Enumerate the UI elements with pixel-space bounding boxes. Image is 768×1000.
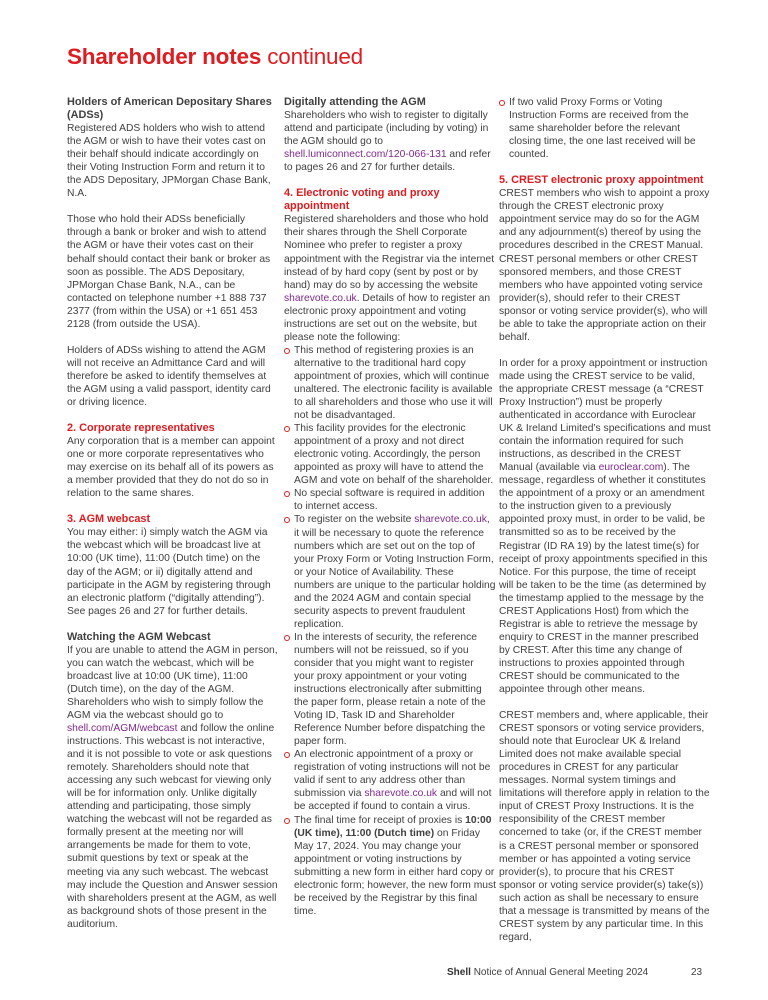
final-time-bold: 10:00 (UK time), 11:00 (Dutch time) bbox=[294, 814, 492, 839]
ads-heading: Holders of American Depositary Shares (ADSs) bbox=[67, 96, 272, 122]
digital-text-a: Shareholders who wish to register to digitally attend and participate (including by voting) in the AGM should go to bbox=[284, 110, 489, 148]
title-suffix: continued bbox=[267, 44, 363, 69]
digital-attendance-paragraph bbox=[284, 109, 496, 174]
title-main: Shareholder notes bbox=[67, 44, 262, 69]
footer bbox=[447, 967, 648, 978]
bullet7-text-a: The final time for receipt of proxies is bbox=[294, 814, 466, 826]
footer-brand: Shell bbox=[447, 967, 471, 978]
crest-heading: 5. CREST electronic proxy appointment bbox=[499, 174, 704, 187]
corporate-representatives-heading: 2. Corporate representatives bbox=[67, 422, 215, 435]
bullet4-text-b: , it will be necessary to quote the reference numbers which are set out on the top of your Proxy Form or Voting Instruction Form, or your Notice of Availability. These numbers are unique to the particular holding and the 2024 AGM and contain special security aspects to prevent fraudulent replication. bbox=[294, 514, 496, 630]
column-2 bbox=[284, 96, 496, 931]
bullet6-text-b: and will not be accepted if found to contain a virus. bbox=[294, 788, 492, 813]
corporate-representatives-paragraph: Any corporation that is a member can appoint one or more corporate representatives who may exercise on its behalf all of its powers as a member provided that they do not do so in relation to the same shares. bbox=[67, 436, 275, 500]
page-title bbox=[67, 44, 363, 70]
lumiconnect-link[interactable]: shell.lumiconnect.com/120-066-131 bbox=[284, 149, 447, 161]
webcast-link[interactable]: shell.com/AGM/webcast bbox=[67, 723, 178, 735]
digital-attendance-heading: Digitally attending the AGM bbox=[284, 96, 426, 108]
crest-paragraph-2 bbox=[499, 357, 711, 696]
list-item: No special software is required in addition to internet access. bbox=[284, 487, 496, 513]
agm-webcast-heading: 3. AGM webcast bbox=[67, 513, 151, 526]
footer-document-title: Notice of Annual General Meeting 2024 bbox=[473, 967, 649, 978]
crest-paragraph-1: CREST members who wish to appoint a proxy through the CREST electronic proxy appointment service may do so for the AGM and any adjournment(s) thereof by using the procedures described in the CREST Manual. CREST personal members or other CREST sponsored members, and those CREST members who have appointed voting service provider(s), should refer to their CREST sponsor or voting service provider(s), who will be able to take the appropriate action on their behalf. bbox=[499, 188, 710, 343]
list-item: This method of registering proxies is an alternative to the traditional hard copy appointment of proxies, which will continue unaltered. The electronic facility is available to all shareholders and those who use it will not be disadvantaged. bbox=[284, 344, 496, 422]
list-item: If two valid Proxy Forms or Voting Instruction Forms are received from the same shareholder before the relevant closing time, the one last received will be counted. bbox=[499, 96, 711, 161]
bullet7-text-b: on Friday May 17, 2024. You may change your appointment or voting instructions by submitting a new form in either hard copy or electronic form; however, the new form must be received by the Registrar by this final time. bbox=[294, 827, 497, 917]
electronic-voting-list-continued bbox=[499, 96, 711, 161]
list-item: This facility provides for the electronic appointment of a proxy and not direct electronic voting. Accordingly, the person appointed as proxy will have to attend the AGM and vote on behalf of the shareholder. bbox=[284, 422, 496, 487]
column-3 bbox=[499, 96, 711, 957]
electronic-voting-paragraph bbox=[284, 213, 496, 343]
digital-text-b: and refer to pages 26 and 27 for further details. bbox=[284, 149, 491, 174]
evote-text-b: . Details of how to register an electronic proxy appointment and voting instructions are set out on the website, but please note the following: bbox=[284, 292, 491, 343]
page-number: 23 bbox=[691, 967, 703, 978]
watch-text-a: If you are unable to attend the AGM in person, you can watch the webcast, which will be broadcast live at 10:00 (UK time), 11:00 (Dutch time), on the day of the AGM. Shareholders who wish to simply follow the AGM via the webcast should go to bbox=[67, 644, 278, 721]
ads-paragraph-3: Holders of ADSs wishing to attend the AGM will not receive an Admittance Card and will therefore be asked to identify themselves at the AGM using a valid passport, identity card or driving licence. bbox=[67, 344, 271, 408]
ads-paragraph-2: Those who hold their ADSs beneficially through a bank or broker and wish to attend the AGM or have their votes cast on their behalf should contact their bank or broker as soon as possible. The ADS Depositary, JPMorgan Chase Bank, N.A., can be contacted on telephone number +1 888 737 2377 (from within the USA) or +1 651 453 2128 (from outside the USA). bbox=[67, 214, 271, 330]
sharevote-link[interactable]: sharevote.co.uk bbox=[284, 292, 357, 304]
agm-webcast-paragraph: You may either: i) simply watch the AGM via the webcast which will be broadcast live at 10:00 (UK time), 11:00 (Dutch time) on the day of the AGM; or ii) digitally attend and participate in the AGM by registering through an electronic platform (“digitally attending”). See pages 26 and 27 for further details. bbox=[67, 527, 271, 617]
electronic-voting-list bbox=[284, 344, 496, 918]
watching-webcast-heading: Watching the AGM Webcast bbox=[67, 630, 211, 643]
list-item bbox=[284, 814, 496, 918]
crest2-text-b: ). The message, regardless of whether it constitutes the appointment of a proxy or an amendment to the instruction given to a previously appointed proxy must, in order to be valid, be transmitted so as to be received by the Registrar (ID RA 19) by the latest time(s) for receipt of proxy appointments specified in this Notice. For this purpose, the time of receipt will be taken to be the time (as determined by the timestamp applied to the message by the CREST Applications Host) from which the Registrar is able to retrieve the message by enquiry to CREST in the manner prescribed by CREST. After this time any change of instructions to proxies appointed through CREST should be communicated to the appointee through other means. bbox=[499, 462, 708, 696]
list-item bbox=[284, 748, 496, 813]
sharevote-link[interactable]: sharevote.co.uk bbox=[414, 514, 487, 526]
watch-text-b: and follow the online instructions. This webcast is not interactive, and it is not possible to vote or ask questions remotely. Shareholders should note that accessing any such webcast for viewing only will be for information only. Unlike digitally attending and participating, those simply watching the webcast will not be regarded as formally present at the meeting nor will arrangements be made for them to vote, submit questions by text or speak at the meeting via any such webcast. The webcast may include the Question and Answer session with shareholders present at the AGM, as well as background shots of those present in the auditorium. bbox=[67, 723, 278, 930]
list-item bbox=[284, 513, 496, 630]
ads-paragraph-1: Registered ADS holders who wish to attend the AGM or wish to have their votes cast on their behalf should indicate accordingly on their Voting Instruction Form and return it to the ADS Depositary, JPMorgan Chase Bank, N.A. bbox=[67, 123, 271, 200]
euroclear-link[interactable]: euroclear.com bbox=[598, 462, 664, 474]
evote-text-a: Registered shareholders and those who hold their shares through the Shell Corporate Nominee who prefer to register a proxy appointment with the Registrar via the internet instead of by hard copy (sent by post or by hand) may do so by accessing the website bbox=[284, 214, 495, 291]
list-item: In the interests of security, the reference numbers will not be reissued, so if you consider that you might want to register your proxy appointment or your voting instructions electronically after submitting the paper form, please retain a note of the Voting ID, Task ID and Shareholder Reference Number before dispatching the paper form. bbox=[284, 631, 496, 748]
watching-webcast-paragraph bbox=[67, 644, 279, 931]
crest2-text-a: In order for a proxy appointment or instruction made using the CREST service to be valid, the appropriate CREST message (a “CREST Proxy Instruction”) must be properly authenticated in accordance with Euroclear UK & Ireland Limited’s specifications and must contain the information required for such instructions, as described in the CREST Manual (available via bbox=[499, 357, 711, 474]
crest-paragraph-3: CREST members and, where applicable, their CREST sponsors or voting service providers, should note that Euroclear UK & Ireland Limited does not make available special procedures in CREST for any particular messages. Normal system timings and limitations will therefore apply in relation to the input of CREST Proxy Instructions. It is the responsibility of the CREST member concerned to take (or, if the CREST member is a CREST personal member or sponsored member or has appointed a voting service provider(s), to procure that his CREST sponsor or voting service provider(s) take(s)) such action as shall be necessary to ensure that a message is transmitted by means of the CREST system by any particular time. In this regard, bbox=[499, 710, 710, 943]
electronic-voting-heading: 4. Electronic voting and proxy appointment bbox=[284, 187, 440, 213]
column-1 bbox=[67, 96, 279, 944]
bullet4-text-a: To register on the website bbox=[294, 514, 415, 526]
sharevote-link[interactable]: sharevote.co.uk bbox=[364, 788, 438, 800]
bullet6-text-a: An electronic appointment of a proxy or registration of voting instructions will not be valid if sent to any address other than submission via bbox=[294, 749, 491, 800]
